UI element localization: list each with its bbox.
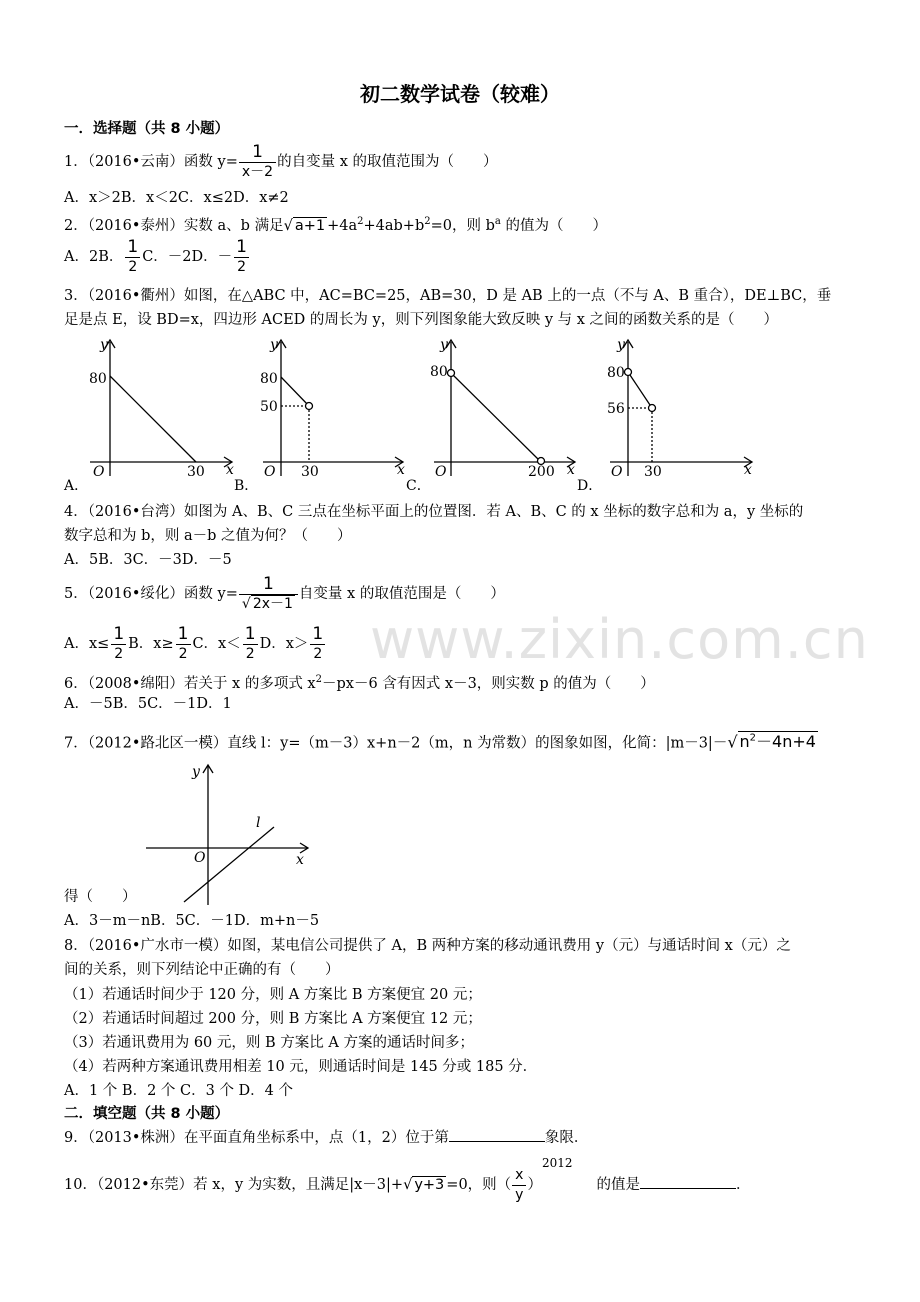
question-8-item-2: （2）若通话时间超过 200 分，则 B 方案比 A 方案便宜 12 元； — [64, 1011, 482, 1027]
graph-c-open-point-top — [448, 370, 455, 377]
question-5-options — [64, 624, 327, 664]
q2-radicand: a+1 — [294, 217, 326, 234]
graph-b-open-point — [306, 403, 313, 410]
graph-d-open-point-bottom — [649, 405, 656, 412]
graph-d-y-label: y — [617, 337, 625, 353]
q7-line-label: l — [256, 815, 261, 831]
question-8-item-3: （3）若通讯费用为 60 元，则 B 方案比 A 方案的通话时间多； — [64, 1035, 474, 1051]
q6-text-b: －px－6 含有因式 x－3，则实数 p 的值为（ ） — [322, 675, 655, 692]
q10-text-c: ） — [527, 1177, 542, 1193]
q5-opt-a-num: 1 — [113, 624, 125, 644]
graph-a-y-value: 80 — [89, 371, 107, 387]
q2-text-c: +4ab+b — [363, 217, 425, 234]
question-4-line-1: 4．（2016•台湾）如图为 A、B、C 三点在坐标平面上的位置图．若 A、B、C 的 x 坐标的数字总和为 a，y 坐标的 — [64, 504, 804, 520]
q2-sqrt: √ a+1 — [283, 217, 326, 234]
graph-c-line — [451, 373, 541, 462]
q5-opt-b-frac — [175, 625, 192, 663]
q7-sqrt: √ $n^2-4n+4$ — [727, 732, 816, 752]
q2-opt-a: A．2B． — [64, 249, 124, 265]
question-7-options: A．3－m－nB．5C．－1D．m+n－5 — [64, 913, 320, 929]
question-8-item-4: （4）若两种方案通讯费用相差 10 元，则通话时间是 145 分或 185 分． — [64, 1059, 538, 1075]
graph-c-x-value: 200 — [528, 464, 555, 480]
q10-radicand: y+3 — [414, 1177, 445, 1193]
graph-a-y-label: y — [100, 337, 108, 353]
q5-opt-a-frac — [110, 625, 127, 663]
graph-d-x-label: x — [744, 462, 752, 478]
q2-sup-3: a — [494, 216, 501, 227]
q2-opt-frac2-num: 1 — [236, 237, 247, 257]
question-4-options: A．5B．3C．－3D．－5 — [64, 552, 232, 568]
question-2-options — [64, 238, 251, 276]
q6-text-a: 6．（2008•绵阳）若关于 x 的多项式 x — [64, 675, 316, 692]
q7-radicand — [738, 731, 818, 751]
question-3-line-1: 3．（2016•衢州）如图，在△ABC 中，AC=BC=25，AB=30，D 是 AB 上的一点（不与 A、B 重合），DE⊥BC，垂 — [64, 288, 832, 304]
question-1-options: A．x＞2B．x＜2C．x≤2D．x≠2 — [64, 190, 289, 206]
q5-opt-c: C．x＜ — [192, 636, 241, 652]
graph-a-option-label: A． — [64, 478, 89, 494]
q5-fraction — [239, 575, 298, 613]
graph-c-y-value: 80 — [430, 364, 448, 380]
q7-rad-b: －4n+4 — [756, 732, 816, 752]
q2-opt-frac-num: 1 — [127, 237, 139, 257]
question-7-stem — [64, 730, 818, 752]
graph-c-x-label: x — [567, 462, 575, 478]
q1-text-b: 的自变量 x 的取值范围为（ ） — [277, 154, 498, 170]
graph-b-option-label: B． — [234, 478, 259, 494]
q2-text-e: 的值为（ ） — [500, 217, 607, 234]
question-2-stem — [64, 213, 607, 235]
q5-opt-c-den: 2 — [243, 644, 258, 663]
graph-d-option-label: D． — [577, 478, 603, 494]
q7-x-label: x — [296, 852, 304, 868]
q2-text-d: =0，则 b — [430, 217, 495, 234]
q5-opt-a: A．x≤ — [64, 636, 110, 652]
graph-b-origin: O — [264, 464, 276, 480]
graph-c-y-label: y — [440, 337, 448, 353]
q5-radicand: 2x－1 — [252, 596, 293, 612]
q2-text-a: 2．（2016•泰州）实数 a、b 满足 — [64, 217, 284, 234]
question-8-item-1: （1）若通话时间少于 120 分，则 A 方案比 B 方案便宜 20 元； — [64, 987, 482, 1003]
q10-frac-num: x — [515, 1167, 524, 1183]
q5-frac-num: 1 — [262, 574, 274, 594]
q5-text-a: 5．（2016•绥化）函数 y= — [64, 586, 238, 602]
q10-frac-den: y — [512, 1185, 526, 1204]
q5-opt-b: B．x≥ — [128, 636, 174, 652]
q9-answer-blank[interactable] — [449, 1141, 545, 1142]
graph-b-x-value: 30 — [301, 464, 319, 480]
graph-a-origin: O — [93, 464, 105, 480]
graph-d-x-value: 30 — [644, 464, 662, 480]
q5-opt-b-den: 2 — [176, 644, 191, 663]
q10-exponent: 2012 — [541, 1156, 573, 1170]
q5-text-b: 自变量 x 的取值范围是（ ） — [298, 586, 505, 602]
q7-text: 7．（2012•路北区一模）直线 l：y=（m－3）x+n－2（m，n 为常数）的图象如图，化简：|m－3|－ — [64, 735, 728, 752]
q5-opt-d-den: 2 — [310, 644, 325, 663]
q10-fraction — [512, 1166, 526, 1204]
q5-opt-a-den: 2 — [111, 644, 126, 663]
graph-b-y-top-value: 80 — [260, 371, 278, 387]
graph-d-open-point-top — [625, 369, 632, 376]
q5-opt-c-frac — [242, 625, 259, 663]
q2-opt-frac-den: 2 — [125, 257, 140, 276]
q7-rad-sup: 2 — [749, 733, 757, 744]
question-7-tail: 得（ ） — [64, 889, 137, 905]
q10-text-e: ． — [736, 1177, 751, 1193]
q10-text-d: 的值是 — [596, 1177, 641, 1193]
q9-text-a: 9．（2013•株洲）在平面直角坐标系中，点（1，2）位于第 — [64, 1130, 449, 1146]
graph-c-option-label: C． — [406, 478, 431, 494]
q7-y-label: y — [192, 764, 200, 780]
question-8-options: A．1 个 B．2 个 C．3 个 D．4 个 — [64, 1083, 294, 1099]
graph-a-line — [110, 376, 196, 462]
watermark: www.zixin.com.cn — [370, 608, 869, 671]
q2-opt-fraction-1 — [124, 238, 141, 276]
q1-text-a: 1．（2016•云南）函数 y= — [64, 154, 238, 170]
q10-text-a: 10．（2012•东莞）若 x，y 为实数，且满足|x－3|+ — [64, 1177, 404, 1193]
question-6-options: A．－5B．5C．－1D．1 — [64, 696, 232, 712]
q10-sqrt: √ y+3 — [403, 1177, 445, 1193]
graph-c-origin: O — [435, 464, 447, 480]
section-heading-choice: 一．选择题（共 8 小题） — [64, 121, 230, 137]
q2-opt-fraction-2 — [233, 238, 250, 276]
q2-opt-frac2-den: 2 — [234, 257, 249, 276]
q1-fraction — [239, 143, 276, 181]
graph-b-y-label: y — [270, 337, 278, 353]
q10-answer-blank[interactable] — [640, 1188, 736, 1189]
q2-sup-2: 2 — [424, 216, 431, 227]
graph-b-line — [281, 377, 309, 406]
graph-b-x-label: x — [397, 462, 405, 478]
q5-frac-den: √ 2x－1 — [239, 594, 298, 613]
q2-opt-b: C．－2D．－ — [142, 249, 233, 265]
q3-graph-options — [0, 330, 920, 500]
question-3-line-2: 足是点 E，设 BD=x，四边形 ACED 的周长为 y，则下列图象能大致反映 y 与 x 之间的函数关系的是（ ） — [64, 312, 779, 328]
section-heading-fill: 二．填空题（共 8 小题） — [64, 1106, 230, 1122]
question-5-stem — [64, 574, 505, 614]
question-9-stem — [64, 1129, 588, 1147]
question-6-stem — [64, 671, 655, 693]
q7-rad-a: n — [739, 732, 750, 752]
q9-text-b: 象限． — [544, 1130, 589, 1146]
q5-opt-d: D．x＞ — [259, 636, 309, 652]
question-1-stem — [64, 143, 498, 181]
q6-sup: 2 — [315, 674, 322, 685]
graph-b-y-mid-value: 50 — [260, 399, 278, 415]
question-4-line-2: 数字总和为 b，则 a－b 之值为何？（ ） — [64, 528, 352, 544]
question-8-line-1: 8．（2016•广水市一模）如图，某电信公司提供了 A，B 两种方案的移动通讯费用 y（元）与通话时间 x（元）之 — [64, 938, 791, 954]
graph-d-line — [628, 372, 652, 408]
graph-d-y-mid-value: 56 — [607, 401, 625, 417]
graph-d-y-top-value: 80 — [607, 365, 625, 381]
q5-opt-d-num: 1 — [312, 624, 324, 644]
q1-frac-den: x－2 — [239, 162, 276, 181]
graph-d-origin: O — [611, 464, 623, 480]
q5-opt-b-num: 1 — [177, 624, 189, 644]
question-8-line-2: 间的关系，则下列结论中正确的有（ ） — [64, 962, 340, 978]
q7-line-graph — [140, 760, 320, 910]
q2-sup-1: 2 — [357, 216, 364, 227]
q10-text-b: =0，则（ — [446, 1177, 512, 1193]
page-title: 初二数学试卷（较难） — [360, 82, 560, 106]
graph-a-x-value: 30 — [187, 464, 205, 480]
q5-opt-d-frac — [309, 625, 326, 663]
q1-frac-num: 1 — [252, 142, 263, 162]
q2-text-b: +4a — [327, 217, 358, 234]
graph-a-x-label: x — [226, 462, 234, 478]
q5-opt-c-num: 1 — [244, 624, 256, 644]
question-10-stem — [64, 1156, 751, 1210]
q7-origin: O — [194, 850, 206, 866]
